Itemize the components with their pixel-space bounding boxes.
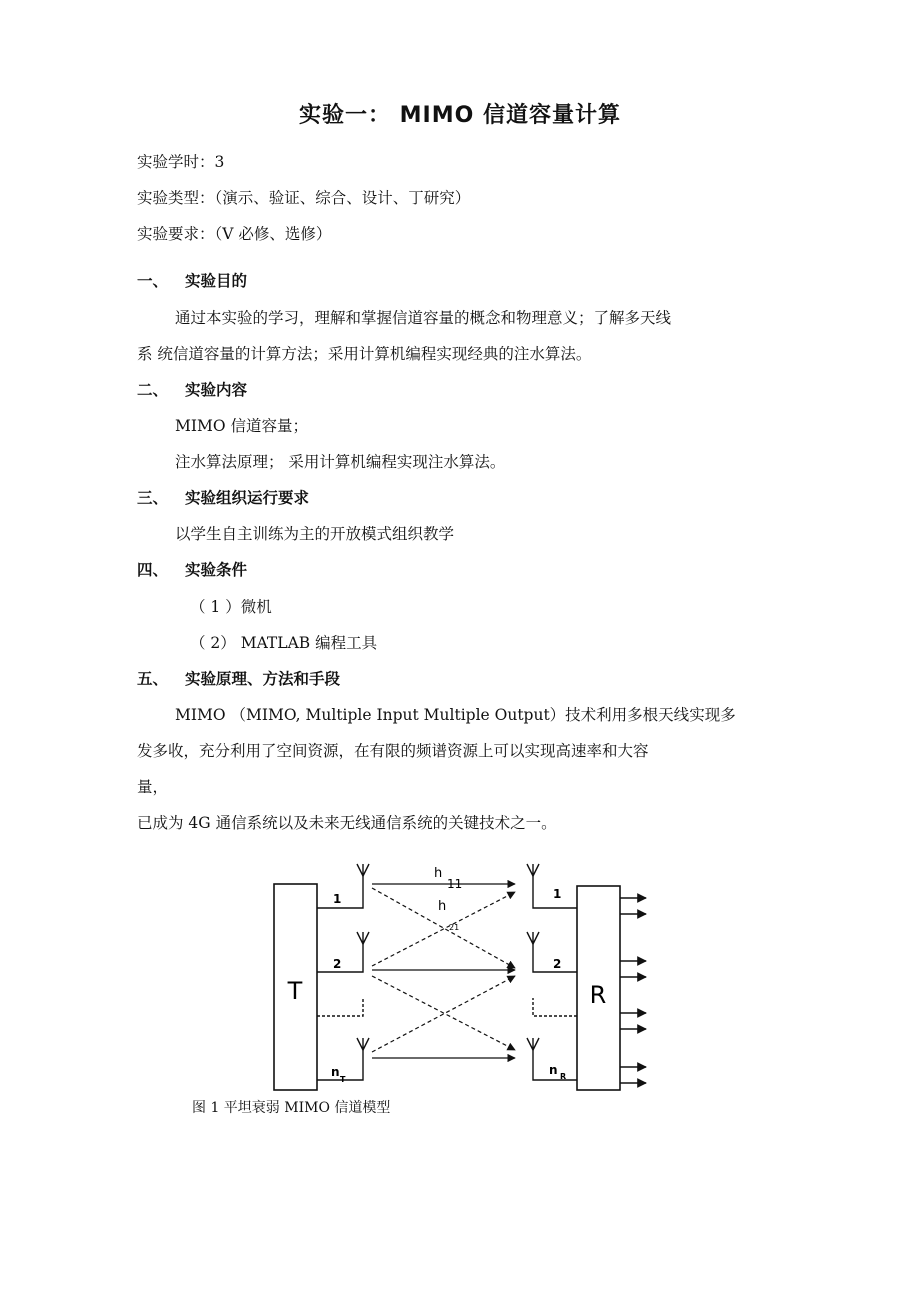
content-line-2: 注水算法原理； 采用计算机编程实现注水算法。 bbox=[175, 453, 506, 471]
section-title: 实验内容 bbox=[185, 381, 248, 399]
rx-port-1-label: 1 bbox=[553, 887, 562, 901]
principle-line-1: MIMO （MIMO, Multiple Input Multiple Output）技术利用多根天线实现多 bbox=[175, 706, 736, 724]
figure-caption: 图 1 平坦衰弱 MIMO 信道模型 bbox=[192, 1100, 391, 1116]
rx-port-2-label: 2 bbox=[553, 957, 562, 971]
receiver-outputs bbox=[620, 898, 646, 1083]
page-title: 实验一： MIMO 信道容量计算 bbox=[299, 103, 621, 128]
receiver-label: R bbox=[589, 981, 607, 1009]
organization-line: 以学生自主训练为主的开放模式组织教学 bbox=[175, 525, 455, 543]
purpose-line-2: 系 统信道容量的计算方法；采用计算机编程实现经典的注水算法。 bbox=[137, 345, 592, 363]
rx-port-n-label: n bbox=[549, 1063, 558, 1077]
path-hn2 bbox=[372, 976, 515, 1050]
tx-port-2-label: 2 bbox=[333, 957, 342, 971]
h21-label: h bbox=[438, 899, 447, 914]
tx-port-n-subscript: T bbox=[340, 1075, 346, 1084]
section-number: 二、 bbox=[137, 381, 169, 399]
experiment-type: 实验类型：（演示、验证、综合、设计、丁研究） bbox=[137, 189, 471, 207]
rx-port-n-subscript: R bbox=[560, 1072, 567, 1081]
section-number: 三、 bbox=[137, 489, 169, 507]
condition-item-2: （ 2） MATLAB 编程工具 bbox=[190, 634, 378, 652]
rx-antennas bbox=[527, 864, 577, 1080]
section-title: 实验条件 bbox=[185, 561, 248, 579]
condition-item-1: （ 1 ）微机 bbox=[190, 598, 272, 616]
h21-subscript: 21 bbox=[449, 923, 460, 932]
section-title: 实验目的 bbox=[185, 272, 248, 290]
section-title: 实验原理、方法和手段 bbox=[185, 670, 341, 688]
tx-port-1-label: 1 bbox=[333, 892, 342, 906]
tx-port-n-label: n bbox=[331, 1065, 340, 1079]
tx-antennas bbox=[317, 864, 369, 1080]
transmitter-label: T bbox=[287, 977, 303, 1005]
experiment-requirement: 实验要求：（V 必修、选修） bbox=[137, 225, 332, 243]
section-number: 四、 bbox=[137, 561, 169, 579]
section-number: 五、 bbox=[137, 670, 169, 688]
section-number: 一、 bbox=[137, 272, 169, 290]
principle-line-2: 发多收，充分利用了空间资源，在有限的频谱资源上可以实现高速率和大容 bbox=[137, 742, 649, 760]
h11-subscript: 11 bbox=[447, 877, 463, 891]
h11-label: h bbox=[434, 866, 443, 881]
section-title: 实验组织运行要求 bbox=[185, 489, 310, 507]
principle-line-4: 已成为 4G 通信系统以及未来无线通信系统的关键技术之一。 bbox=[137, 814, 557, 832]
principle-line-3: 量， bbox=[137, 778, 169, 796]
content-line-1: MIMO 信道容量； bbox=[175, 417, 308, 435]
experiment-hours: 实验学时：3 bbox=[137, 153, 225, 171]
purpose-line-1: 通过本实验的学习，理解和掌握信道容量的概念和物理意义；了解多天线 bbox=[175, 309, 672, 327]
